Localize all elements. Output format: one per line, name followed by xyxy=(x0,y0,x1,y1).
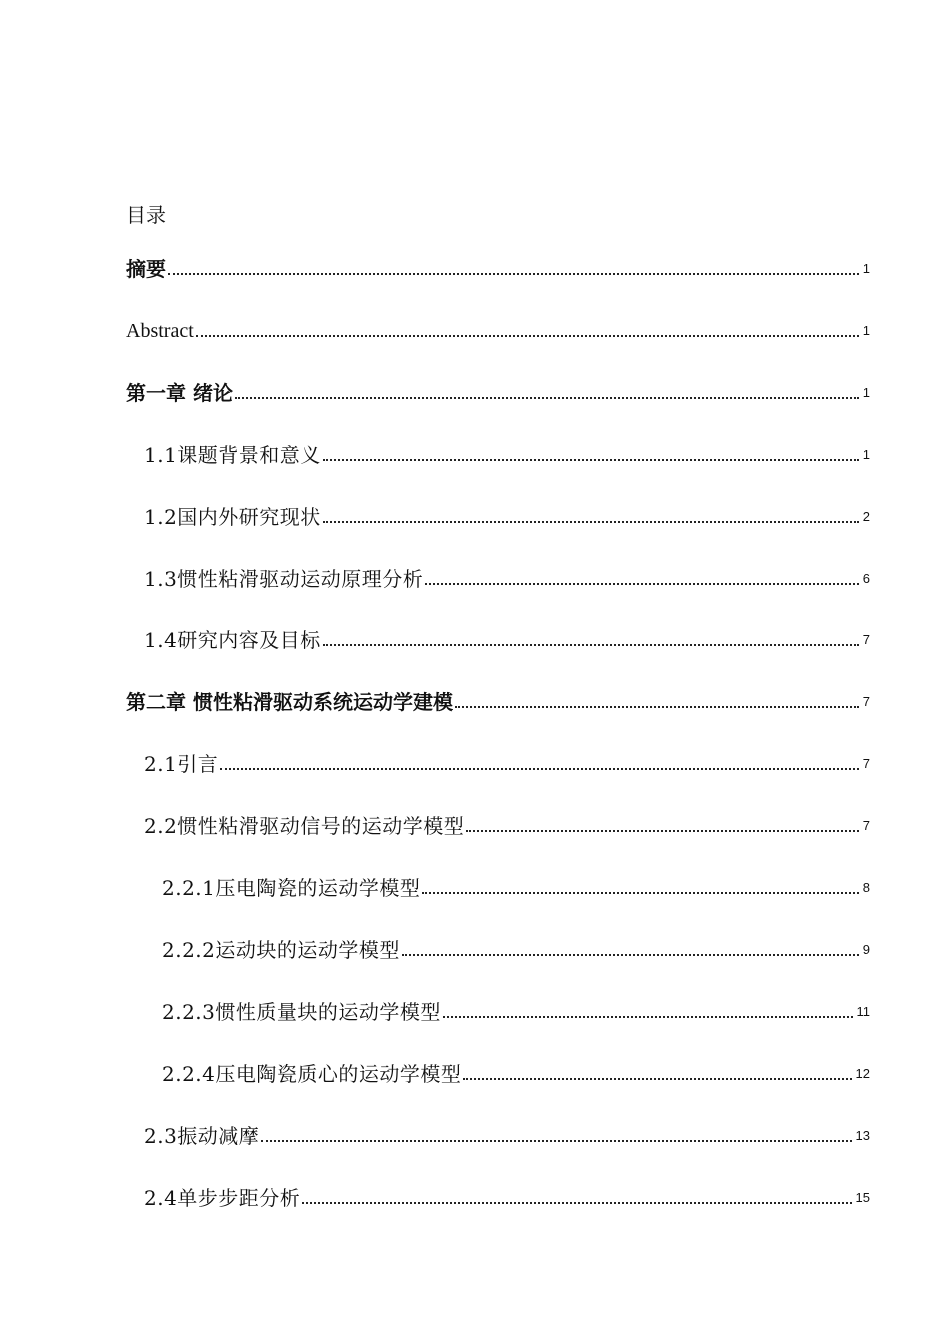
toc-entry-page-number: 6 xyxy=(862,570,870,586)
toc-leader-dots xyxy=(402,954,859,956)
toc-entry-page-number: 2 xyxy=(862,508,870,524)
toc-entry-page-number: 13 xyxy=(855,1127,870,1143)
toc-entry-label: 2.2惯性粘滑驱动信号的运动学模型 xyxy=(144,814,465,839)
toc-entry-label: 1.2国内外研究现状 xyxy=(144,504,321,529)
toc-entry-label: 2.2.1压电陶瓷的运动学模型 xyxy=(162,876,421,900)
toc-entry-label: 2.4单步步距分析 xyxy=(144,1185,301,1210)
toc-entry-page-number: 7 xyxy=(862,818,870,834)
toc-leader-dots xyxy=(323,521,859,523)
toc-entry[interactable] xyxy=(0,995,870,1025)
toc-entry-page-number: 7 xyxy=(862,694,870,710)
toc-entry-page-number: 7 xyxy=(862,756,870,772)
toc-entry[interactable] xyxy=(0,747,870,777)
toc-leader-dots xyxy=(302,1202,851,1204)
toc-leader-dots xyxy=(455,706,859,708)
toc-entry-label: 1.3惯性粘滑驱动运动原理分析 xyxy=(144,566,424,591)
toc-entry-page-number: 1 xyxy=(862,261,870,276)
toc-entry[interactable] xyxy=(0,871,870,901)
toc-leader-dots xyxy=(196,335,859,337)
toc-entry[interactable] xyxy=(0,623,870,653)
toc-entry-page-number: 11 xyxy=(856,1003,870,1019)
toc-leader-dots xyxy=(422,892,858,894)
toc-entry[interactable] xyxy=(0,685,870,715)
toc-entry-page-number: 1 xyxy=(862,446,870,462)
toc-leader-dots xyxy=(168,273,859,275)
toc-entry-label: 2.3振动减摩 xyxy=(144,1123,260,1148)
toc-entry[interactable] xyxy=(0,933,870,963)
toc-leader-dots xyxy=(323,644,859,646)
toc-entry-page-number: 9 xyxy=(862,941,870,957)
toc-entry[interactable] xyxy=(0,376,870,406)
toc-entry-label: 2.2.2运动块的运动学模型 xyxy=(162,937,400,962)
toc-entry-label: 摘要 xyxy=(126,257,166,281)
toc-entry-page-number: 15 xyxy=(855,1189,870,1205)
toc-entry-label: 2.1引言 xyxy=(144,752,219,777)
toc-entry[interactable] xyxy=(0,314,870,344)
toc-entry-label: 第一章 绪论 xyxy=(126,380,233,405)
toc-entry-label: 第二章 惯性粘滑驱动系统运动学建模 xyxy=(126,690,453,715)
toc-entry-page-number: 7 xyxy=(862,632,870,648)
toc-title: 目录 xyxy=(126,203,166,227)
toc-entry-page-number: 1 xyxy=(862,322,870,338)
toc-leader-dots xyxy=(443,1016,853,1018)
toc-entry-label: 2.2.4压电陶瓷质心的运动学模型 xyxy=(162,1061,462,1086)
toc-entry[interactable] xyxy=(0,1181,870,1211)
toc-entry-label: 1.1课题背景和意义 xyxy=(144,442,321,467)
toc-leader-dots xyxy=(425,583,858,585)
toc-entry-label: 1.4研究内容及目标 xyxy=(144,628,321,653)
toc-leader-dots xyxy=(220,768,858,770)
toc-leader-dots xyxy=(235,397,859,399)
toc-entry-page-number: 12 xyxy=(855,1065,870,1081)
toc-entry[interactable] xyxy=(0,438,870,468)
toc-entry[interactable] xyxy=(0,500,870,530)
toc-leader-dots xyxy=(261,1140,851,1142)
toc-entry-page-number: 1 xyxy=(862,384,870,400)
toc-leader-dots xyxy=(466,830,858,832)
toc-entry-label: Abstract xyxy=(126,319,194,342)
toc-entry[interactable] xyxy=(0,1119,870,1149)
toc-entry-label: 2.2.3惯性质量块的运动学模型 xyxy=(162,999,441,1024)
toc-entry[interactable] xyxy=(0,1057,870,1087)
toc-leader-dots xyxy=(463,1078,851,1080)
toc-entry[interactable] xyxy=(0,809,870,839)
toc-leader-dots xyxy=(323,459,859,461)
toc-entry[interactable] xyxy=(0,252,870,282)
toc-entry[interactable] xyxy=(0,562,870,592)
toc-entry-page-number: 8 xyxy=(862,880,870,895)
